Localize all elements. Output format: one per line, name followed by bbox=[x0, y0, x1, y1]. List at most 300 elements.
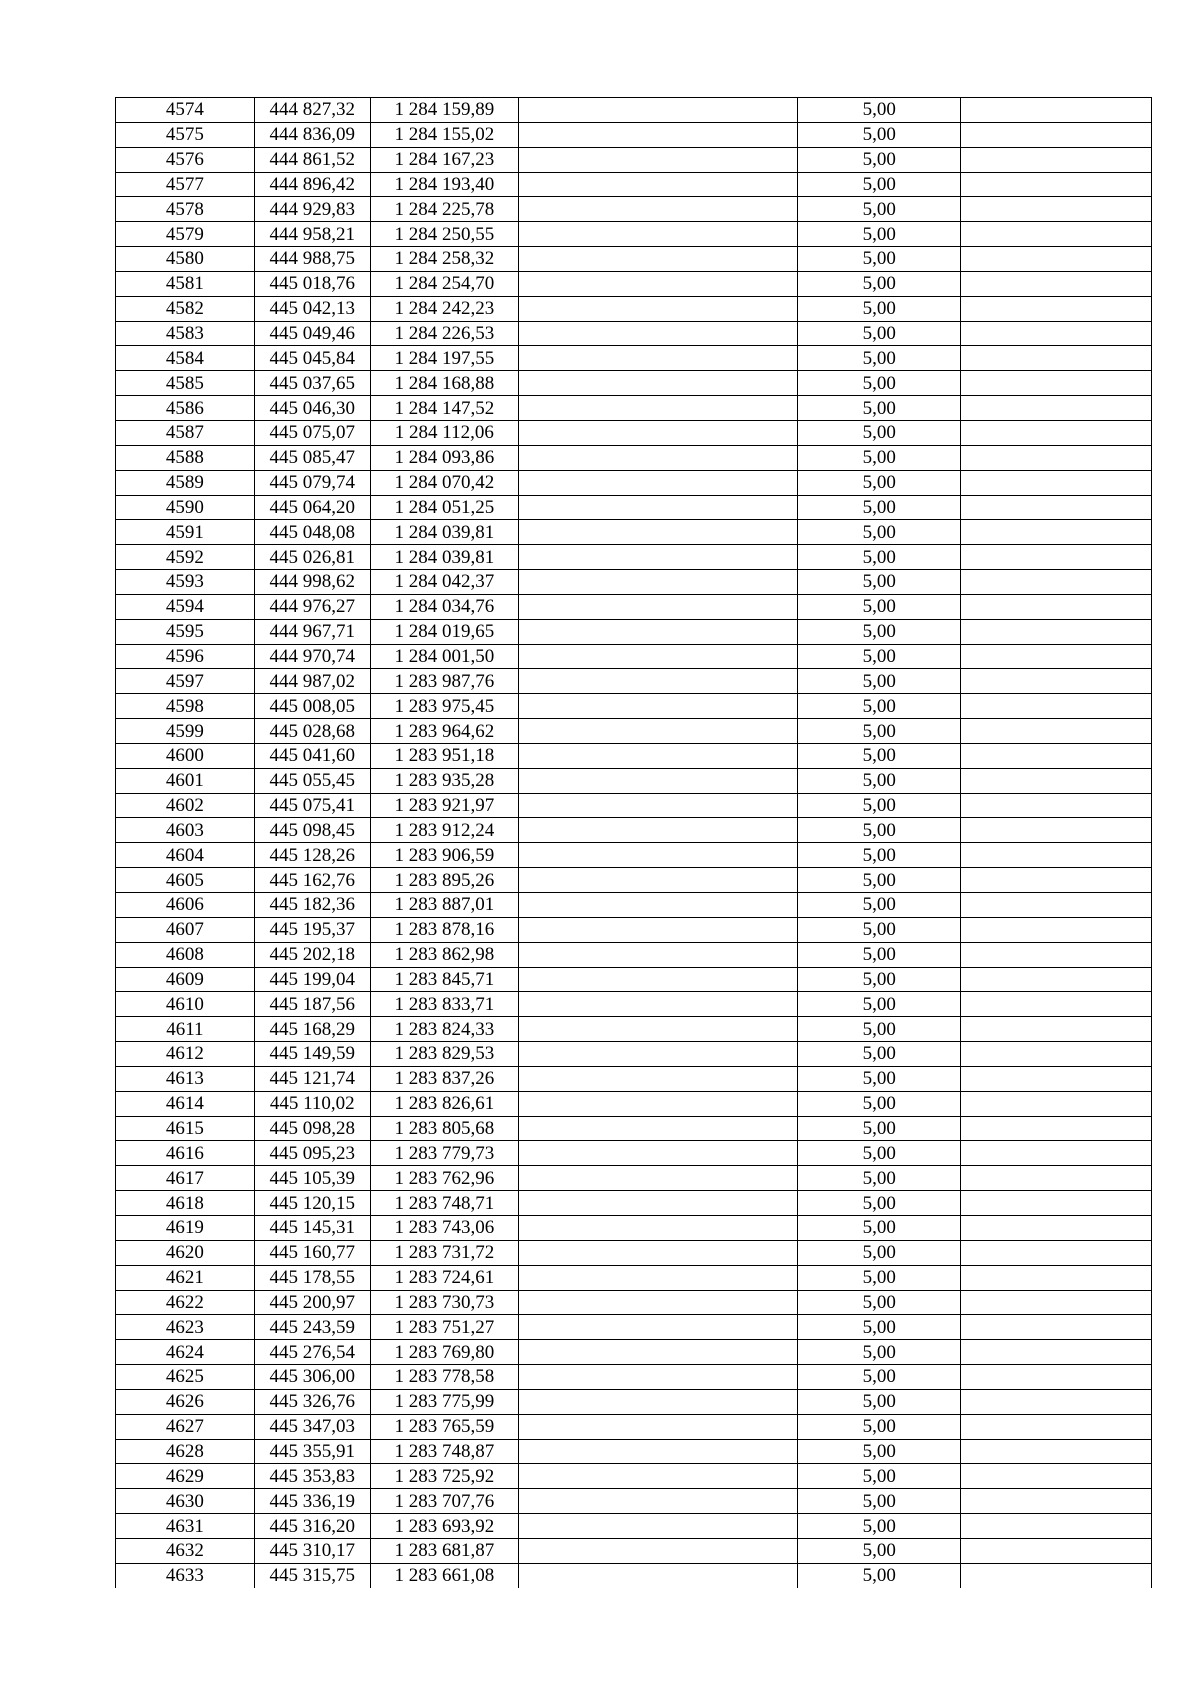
y-coordinate-cell: 1 283 862,98 bbox=[370, 942, 518, 967]
y-coordinate-cell: 1 283 878,16 bbox=[370, 917, 518, 942]
empty-cell bbox=[518, 669, 797, 694]
y-coordinate-cell: 1 283 975,45 bbox=[370, 694, 518, 719]
empty-cell bbox=[518, 1265, 797, 1290]
value-cell: 5,00 bbox=[798, 644, 961, 669]
note-cell bbox=[961, 1414, 1152, 1439]
point-number-cell: 4583 bbox=[116, 321, 255, 346]
empty-cell bbox=[518, 1091, 797, 1116]
x-coordinate-cell: 445 347,03 bbox=[254, 1414, 370, 1439]
y-coordinate-cell: 1 283 824,33 bbox=[370, 1017, 518, 1042]
value-cell: 5,00 bbox=[798, 1389, 961, 1414]
empty-cell bbox=[518, 992, 797, 1017]
point-number-cell: 4615 bbox=[116, 1116, 255, 1141]
value-cell: 5,00 bbox=[798, 570, 961, 595]
x-coordinate-cell: 445 105,39 bbox=[254, 1166, 370, 1191]
table-row bbox=[116, 1315, 1152, 1340]
note-cell bbox=[961, 420, 1152, 445]
table-row bbox=[116, 992, 1152, 1017]
x-coordinate-cell: 445 202,18 bbox=[254, 942, 370, 967]
empty-cell bbox=[518, 1166, 797, 1191]
value-cell: 5,00 bbox=[798, 197, 961, 222]
empty-cell bbox=[518, 172, 797, 197]
value-cell: 5,00 bbox=[798, 346, 961, 371]
x-coordinate-cell: 445 162,76 bbox=[254, 868, 370, 893]
y-coordinate-cell: 1 283 751,27 bbox=[370, 1315, 518, 1340]
point-number-cell: 4610 bbox=[116, 992, 255, 1017]
table-row bbox=[116, 396, 1152, 421]
note-cell bbox=[961, 1489, 1152, 1514]
y-coordinate-cell: 1 283 906,59 bbox=[370, 843, 518, 868]
table-row bbox=[116, 1191, 1152, 1216]
y-coordinate-cell: 1 283 693,92 bbox=[370, 1514, 518, 1539]
x-coordinate-cell: 445 187,56 bbox=[254, 992, 370, 1017]
x-coordinate-cell: 445 149,59 bbox=[254, 1042, 370, 1067]
y-coordinate-cell: 1 283 748,71 bbox=[370, 1191, 518, 1216]
empty-cell bbox=[518, 917, 797, 942]
y-coordinate-cell: 1 284 250,55 bbox=[370, 222, 518, 247]
empty-cell bbox=[518, 1066, 797, 1091]
point-number-cell: 4621 bbox=[116, 1265, 255, 1290]
y-coordinate-cell: 1 284 258,32 bbox=[370, 247, 518, 272]
note-cell bbox=[961, 694, 1152, 719]
point-number-cell: 4587 bbox=[116, 420, 255, 445]
table-row bbox=[116, 1141, 1152, 1166]
empty-cell bbox=[518, 1141, 797, 1166]
table-row bbox=[116, 719, 1152, 744]
table-row bbox=[116, 594, 1152, 619]
table-row bbox=[116, 197, 1152, 222]
point-number-cell: 4601 bbox=[116, 768, 255, 793]
table-row bbox=[116, 98, 1152, 123]
note-cell bbox=[961, 619, 1152, 644]
y-coordinate-cell: 1 283 762,96 bbox=[370, 1166, 518, 1191]
y-coordinate-cell: 1 284 225,78 bbox=[370, 197, 518, 222]
empty-cell bbox=[518, 122, 797, 147]
value-cell: 5,00 bbox=[798, 445, 961, 470]
x-coordinate-cell: 444 836,09 bbox=[254, 122, 370, 147]
x-coordinate-cell: 445 199,04 bbox=[254, 967, 370, 992]
point-number-cell: 4623 bbox=[116, 1315, 255, 1340]
empty-cell bbox=[518, 843, 797, 868]
point-number-cell: 4605 bbox=[116, 868, 255, 893]
x-coordinate-cell: 445 049,46 bbox=[254, 321, 370, 346]
value-cell: 5,00 bbox=[798, 296, 961, 321]
empty-cell bbox=[518, 1240, 797, 1265]
value-cell: 5,00 bbox=[798, 1464, 961, 1489]
point-number-cell: 4586 bbox=[116, 396, 255, 421]
note-cell bbox=[961, 470, 1152, 495]
point-number-cell: 4622 bbox=[116, 1290, 255, 1315]
y-coordinate-cell: 1 283 661,08 bbox=[370, 1563, 518, 1587]
x-coordinate-cell: 445 120,15 bbox=[254, 1191, 370, 1216]
empty-cell bbox=[518, 893, 797, 918]
table-row bbox=[116, 893, 1152, 918]
y-coordinate-cell: 1 283 681,87 bbox=[370, 1538, 518, 1563]
table-row bbox=[116, 545, 1152, 570]
y-coordinate-cell: 1 283 987,76 bbox=[370, 669, 518, 694]
x-coordinate-cell: 444 998,62 bbox=[254, 570, 370, 595]
table-row bbox=[116, 1066, 1152, 1091]
x-coordinate-cell: 444 976,27 bbox=[254, 594, 370, 619]
value-cell: 5,00 bbox=[798, 1290, 961, 1315]
table-row bbox=[116, 1240, 1152, 1265]
y-coordinate-cell: 1 283 829,53 bbox=[370, 1042, 518, 1067]
x-coordinate-cell: 445 243,59 bbox=[254, 1315, 370, 1340]
empty-cell bbox=[518, 520, 797, 545]
x-coordinate-cell: 445 336,19 bbox=[254, 1489, 370, 1514]
table-row bbox=[116, 1439, 1152, 1464]
x-coordinate-cell: 445 098,28 bbox=[254, 1116, 370, 1141]
empty-cell bbox=[518, 1563, 797, 1587]
point-number-cell: 4578 bbox=[116, 197, 255, 222]
x-coordinate-cell: 445 018,76 bbox=[254, 271, 370, 296]
note-cell bbox=[961, 1141, 1152, 1166]
empty-cell bbox=[518, 1365, 797, 1390]
point-number-cell: 4613 bbox=[116, 1066, 255, 1091]
y-coordinate-cell: 1 283 805,68 bbox=[370, 1116, 518, 1141]
y-coordinate-cell: 1 284 070,42 bbox=[370, 470, 518, 495]
y-coordinate-cell: 1 284 147,52 bbox=[370, 396, 518, 421]
y-coordinate-cell: 1 284 197,55 bbox=[370, 346, 518, 371]
x-coordinate-cell: 445 008,05 bbox=[254, 694, 370, 719]
value-cell: 5,00 bbox=[798, 793, 961, 818]
x-coordinate-cell: 445 306,00 bbox=[254, 1365, 370, 1390]
table-row bbox=[116, 147, 1152, 172]
point-number-cell: 4598 bbox=[116, 694, 255, 719]
empty-cell bbox=[518, 1538, 797, 1563]
point-number-cell: 4574 bbox=[116, 98, 255, 123]
y-coordinate-cell: 1 283 833,71 bbox=[370, 992, 518, 1017]
x-coordinate-cell: 445 028,68 bbox=[254, 719, 370, 744]
note-cell bbox=[961, 868, 1152, 893]
table-row bbox=[116, 346, 1152, 371]
table-row bbox=[116, 1017, 1152, 1042]
note-cell bbox=[961, 147, 1152, 172]
x-coordinate-cell: 444 929,83 bbox=[254, 197, 370, 222]
point-number-cell: 4630 bbox=[116, 1489, 255, 1514]
empty-cell bbox=[518, 296, 797, 321]
point-number-cell: 4620 bbox=[116, 1240, 255, 1265]
table-row bbox=[116, 570, 1152, 595]
value-cell: 5,00 bbox=[798, 992, 961, 1017]
empty-cell bbox=[518, 1414, 797, 1439]
empty-cell bbox=[518, 768, 797, 793]
table-row bbox=[116, 222, 1152, 247]
y-coordinate-cell: 1 283 765,59 bbox=[370, 1414, 518, 1439]
point-number-cell: 4628 bbox=[116, 1439, 255, 1464]
note-cell bbox=[961, 445, 1152, 470]
x-coordinate-cell: 444 958,21 bbox=[254, 222, 370, 247]
table-row bbox=[116, 1116, 1152, 1141]
note-cell bbox=[961, 843, 1152, 868]
x-coordinate-cell: 445 195,37 bbox=[254, 917, 370, 942]
value-cell: 5,00 bbox=[798, 843, 961, 868]
empty-cell bbox=[518, 545, 797, 570]
note-cell bbox=[961, 1514, 1152, 1539]
empty-cell bbox=[518, 1042, 797, 1067]
empty-cell bbox=[518, 98, 797, 123]
value-cell: 5,00 bbox=[798, 719, 961, 744]
table-row bbox=[116, 1464, 1152, 1489]
x-coordinate-cell: 445 121,74 bbox=[254, 1066, 370, 1091]
x-coordinate-cell: 445 276,54 bbox=[254, 1340, 370, 1365]
note-cell bbox=[961, 371, 1152, 396]
point-number-cell: 4616 bbox=[116, 1141, 255, 1166]
note-cell bbox=[961, 1563, 1152, 1587]
value-cell: 5,00 bbox=[798, 1489, 961, 1514]
table-row bbox=[116, 470, 1152, 495]
note-cell bbox=[961, 545, 1152, 570]
x-coordinate-cell: 445 200,97 bbox=[254, 1290, 370, 1315]
table-row bbox=[116, 1091, 1152, 1116]
value-cell: 5,00 bbox=[798, 545, 961, 570]
table-row bbox=[116, 1538, 1152, 1563]
x-coordinate-cell: 444 988,75 bbox=[254, 247, 370, 272]
note-cell bbox=[961, 98, 1152, 123]
x-coordinate-cell: 445 182,36 bbox=[254, 893, 370, 918]
table-row bbox=[116, 445, 1152, 470]
y-coordinate-cell: 1 284 226,53 bbox=[370, 321, 518, 346]
point-number-cell: 4600 bbox=[116, 743, 255, 768]
point-number-cell: 4624 bbox=[116, 1340, 255, 1365]
point-number-cell: 4594 bbox=[116, 594, 255, 619]
table-row bbox=[116, 942, 1152, 967]
y-coordinate-cell: 1 284 254,70 bbox=[370, 271, 518, 296]
y-coordinate-cell: 1 283 895,26 bbox=[370, 868, 518, 893]
point-number-cell: 4591 bbox=[116, 520, 255, 545]
note-cell bbox=[961, 271, 1152, 296]
empty-cell bbox=[518, 371, 797, 396]
x-coordinate-cell: 445 026,81 bbox=[254, 545, 370, 570]
empty-cell bbox=[518, 321, 797, 346]
y-coordinate-cell: 1 284 159,89 bbox=[370, 98, 518, 123]
value-cell: 5,00 bbox=[798, 669, 961, 694]
empty-cell bbox=[518, 470, 797, 495]
note-cell bbox=[961, 917, 1152, 942]
value-cell: 5,00 bbox=[798, 1563, 961, 1587]
note-cell bbox=[961, 520, 1152, 545]
x-coordinate-cell: 445 095,23 bbox=[254, 1141, 370, 1166]
y-coordinate-cell: 1 284 242,23 bbox=[370, 296, 518, 321]
table-row bbox=[116, 1414, 1152, 1439]
y-coordinate-cell: 1 284 042,37 bbox=[370, 570, 518, 595]
y-coordinate-cell: 1 284 112,06 bbox=[370, 420, 518, 445]
value-cell: 5,00 bbox=[798, 694, 961, 719]
value-cell: 5,00 bbox=[798, 942, 961, 967]
table-row bbox=[116, 743, 1152, 768]
empty-cell bbox=[518, 222, 797, 247]
x-coordinate-cell: 445 128,26 bbox=[254, 843, 370, 868]
table-row bbox=[116, 1166, 1152, 1191]
y-coordinate-cell: 1 283 707,76 bbox=[370, 1489, 518, 1514]
point-number-cell: 4576 bbox=[116, 147, 255, 172]
x-coordinate-cell: 444 987,02 bbox=[254, 669, 370, 694]
value-cell: 5,00 bbox=[798, 1215, 961, 1240]
note-cell bbox=[961, 1166, 1152, 1191]
empty-cell bbox=[518, 247, 797, 272]
table-row bbox=[116, 1563, 1152, 1587]
empty-cell bbox=[518, 644, 797, 669]
empty-cell bbox=[518, 1215, 797, 1240]
empty-cell bbox=[518, 346, 797, 371]
note-cell bbox=[961, 346, 1152, 371]
note-cell bbox=[961, 1215, 1152, 1240]
note-cell bbox=[961, 644, 1152, 669]
y-coordinate-cell: 1 284 039,81 bbox=[370, 520, 518, 545]
point-number-cell: 4604 bbox=[116, 843, 255, 868]
note-cell bbox=[961, 1191, 1152, 1216]
y-coordinate-cell: 1 284 051,25 bbox=[370, 495, 518, 520]
y-coordinate-cell: 1 283 778,58 bbox=[370, 1365, 518, 1390]
value-cell: 5,00 bbox=[798, 1240, 961, 1265]
value-cell: 5,00 bbox=[798, 1414, 961, 1439]
note-cell bbox=[961, 1265, 1152, 1290]
table-row bbox=[116, 520, 1152, 545]
x-coordinate-cell: 445 055,45 bbox=[254, 768, 370, 793]
value-cell: 5,00 bbox=[798, 1042, 961, 1067]
note-cell bbox=[961, 296, 1152, 321]
table-row bbox=[116, 843, 1152, 868]
note-cell bbox=[961, 321, 1152, 346]
table-row bbox=[116, 793, 1152, 818]
point-number-cell: 4590 bbox=[116, 495, 255, 520]
note-cell bbox=[961, 818, 1152, 843]
y-coordinate-cell: 1 284 039,81 bbox=[370, 545, 518, 570]
empty-cell bbox=[518, 1290, 797, 1315]
coordinates-table-body bbox=[116, 98, 1152, 1588]
value-cell: 5,00 bbox=[798, 271, 961, 296]
note-cell bbox=[961, 893, 1152, 918]
value-cell: 5,00 bbox=[798, 1439, 961, 1464]
empty-cell bbox=[518, 396, 797, 421]
value-cell: 5,00 bbox=[798, 1141, 961, 1166]
point-number-cell: 4626 bbox=[116, 1389, 255, 1414]
table-row bbox=[116, 967, 1152, 992]
table-row bbox=[116, 1489, 1152, 1514]
y-coordinate-cell: 1 283 921,97 bbox=[370, 793, 518, 818]
empty-cell bbox=[518, 420, 797, 445]
x-coordinate-cell: 445 085,47 bbox=[254, 445, 370, 470]
table-row bbox=[116, 172, 1152, 197]
point-number-cell: 4608 bbox=[116, 942, 255, 967]
point-number-cell: 4592 bbox=[116, 545, 255, 570]
point-number-cell: 4603 bbox=[116, 818, 255, 843]
value-cell: 5,00 bbox=[798, 1340, 961, 1365]
note-cell bbox=[961, 1116, 1152, 1141]
table-row bbox=[116, 818, 1152, 843]
note-cell bbox=[961, 247, 1152, 272]
value-cell: 5,00 bbox=[798, 495, 961, 520]
note-cell bbox=[961, 1389, 1152, 1414]
note-cell bbox=[961, 197, 1152, 222]
table-row bbox=[116, 1514, 1152, 1539]
value-cell: 5,00 bbox=[798, 594, 961, 619]
note-cell bbox=[961, 1290, 1152, 1315]
x-coordinate-cell: 445 042,13 bbox=[254, 296, 370, 321]
note-cell bbox=[961, 942, 1152, 967]
table-row bbox=[116, 917, 1152, 942]
value-cell: 5,00 bbox=[798, 396, 961, 421]
y-coordinate-cell: 1 283 730,73 bbox=[370, 1290, 518, 1315]
note-cell bbox=[961, 1464, 1152, 1489]
point-number-cell: 4618 bbox=[116, 1191, 255, 1216]
x-coordinate-cell: 444 970,74 bbox=[254, 644, 370, 669]
note-cell bbox=[961, 967, 1152, 992]
empty-cell bbox=[518, 694, 797, 719]
note-cell bbox=[961, 1066, 1152, 1091]
value-cell: 5,00 bbox=[798, 172, 961, 197]
y-coordinate-cell: 1 283 887,01 bbox=[370, 893, 518, 918]
point-number-cell: 4629 bbox=[116, 1464, 255, 1489]
note-cell bbox=[961, 1017, 1152, 1042]
table-row bbox=[116, 247, 1152, 272]
x-coordinate-cell: 445 075,07 bbox=[254, 420, 370, 445]
x-coordinate-cell: 444 896,42 bbox=[254, 172, 370, 197]
y-coordinate-cell: 1 284 155,02 bbox=[370, 122, 518, 147]
empty-cell bbox=[518, 1017, 797, 1042]
value-cell: 5,00 bbox=[798, 222, 961, 247]
y-coordinate-cell: 1 283 964,62 bbox=[370, 719, 518, 744]
x-coordinate-cell: 445 355,91 bbox=[254, 1439, 370, 1464]
empty-cell bbox=[518, 1464, 797, 1489]
table-row bbox=[116, 868, 1152, 893]
empty-cell bbox=[518, 1116, 797, 1141]
note-cell bbox=[961, 1315, 1152, 1340]
empty-cell bbox=[518, 967, 797, 992]
y-coordinate-cell: 1 284 168,88 bbox=[370, 371, 518, 396]
x-coordinate-cell: 445 037,65 bbox=[254, 371, 370, 396]
table-row bbox=[116, 669, 1152, 694]
table-row bbox=[116, 321, 1152, 346]
empty-cell bbox=[518, 445, 797, 470]
empty-cell bbox=[518, 793, 797, 818]
x-coordinate-cell: 445 098,45 bbox=[254, 818, 370, 843]
note-cell bbox=[961, 1340, 1152, 1365]
point-number-cell: 4596 bbox=[116, 644, 255, 669]
empty-cell bbox=[518, 719, 797, 744]
y-coordinate-cell: 1 284 193,40 bbox=[370, 172, 518, 197]
y-coordinate-cell: 1 283 826,61 bbox=[370, 1091, 518, 1116]
table-row bbox=[116, 271, 1152, 296]
table-row bbox=[116, 1215, 1152, 1240]
empty-cell bbox=[518, 743, 797, 768]
table-row bbox=[116, 1340, 1152, 1365]
note-cell bbox=[961, 1365, 1152, 1390]
empty-cell bbox=[518, 495, 797, 520]
value-cell: 5,00 bbox=[798, 98, 961, 123]
y-coordinate-cell: 1 283 779,73 bbox=[370, 1141, 518, 1166]
note-cell bbox=[961, 1240, 1152, 1265]
value-cell: 5,00 bbox=[798, 1116, 961, 1141]
point-number-cell: 4607 bbox=[116, 917, 255, 942]
note-cell bbox=[961, 793, 1152, 818]
point-number-cell: 4617 bbox=[116, 1166, 255, 1191]
value-cell: 5,00 bbox=[798, 1538, 961, 1563]
point-number-cell: 4631 bbox=[116, 1514, 255, 1539]
value-cell: 5,00 bbox=[798, 1066, 961, 1091]
value-cell: 5,00 bbox=[798, 1365, 961, 1390]
table-row bbox=[116, 694, 1152, 719]
point-number-cell: 4602 bbox=[116, 793, 255, 818]
value-cell: 5,00 bbox=[798, 321, 961, 346]
value-cell: 5,00 bbox=[798, 1514, 961, 1539]
point-number-cell: 4579 bbox=[116, 222, 255, 247]
empty-cell bbox=[518, 197, 797, 222]
y-coordinate-cell: 1 283 935,28 bbox=[370, 768, 518, 793]
value-cell: 5,00 bbox=[798, 768, 961, 793]
point-number-cell: 4589 bbox=[116, 470, 255, 495]
table-row bbox=[116, 768, 1152, 793]
